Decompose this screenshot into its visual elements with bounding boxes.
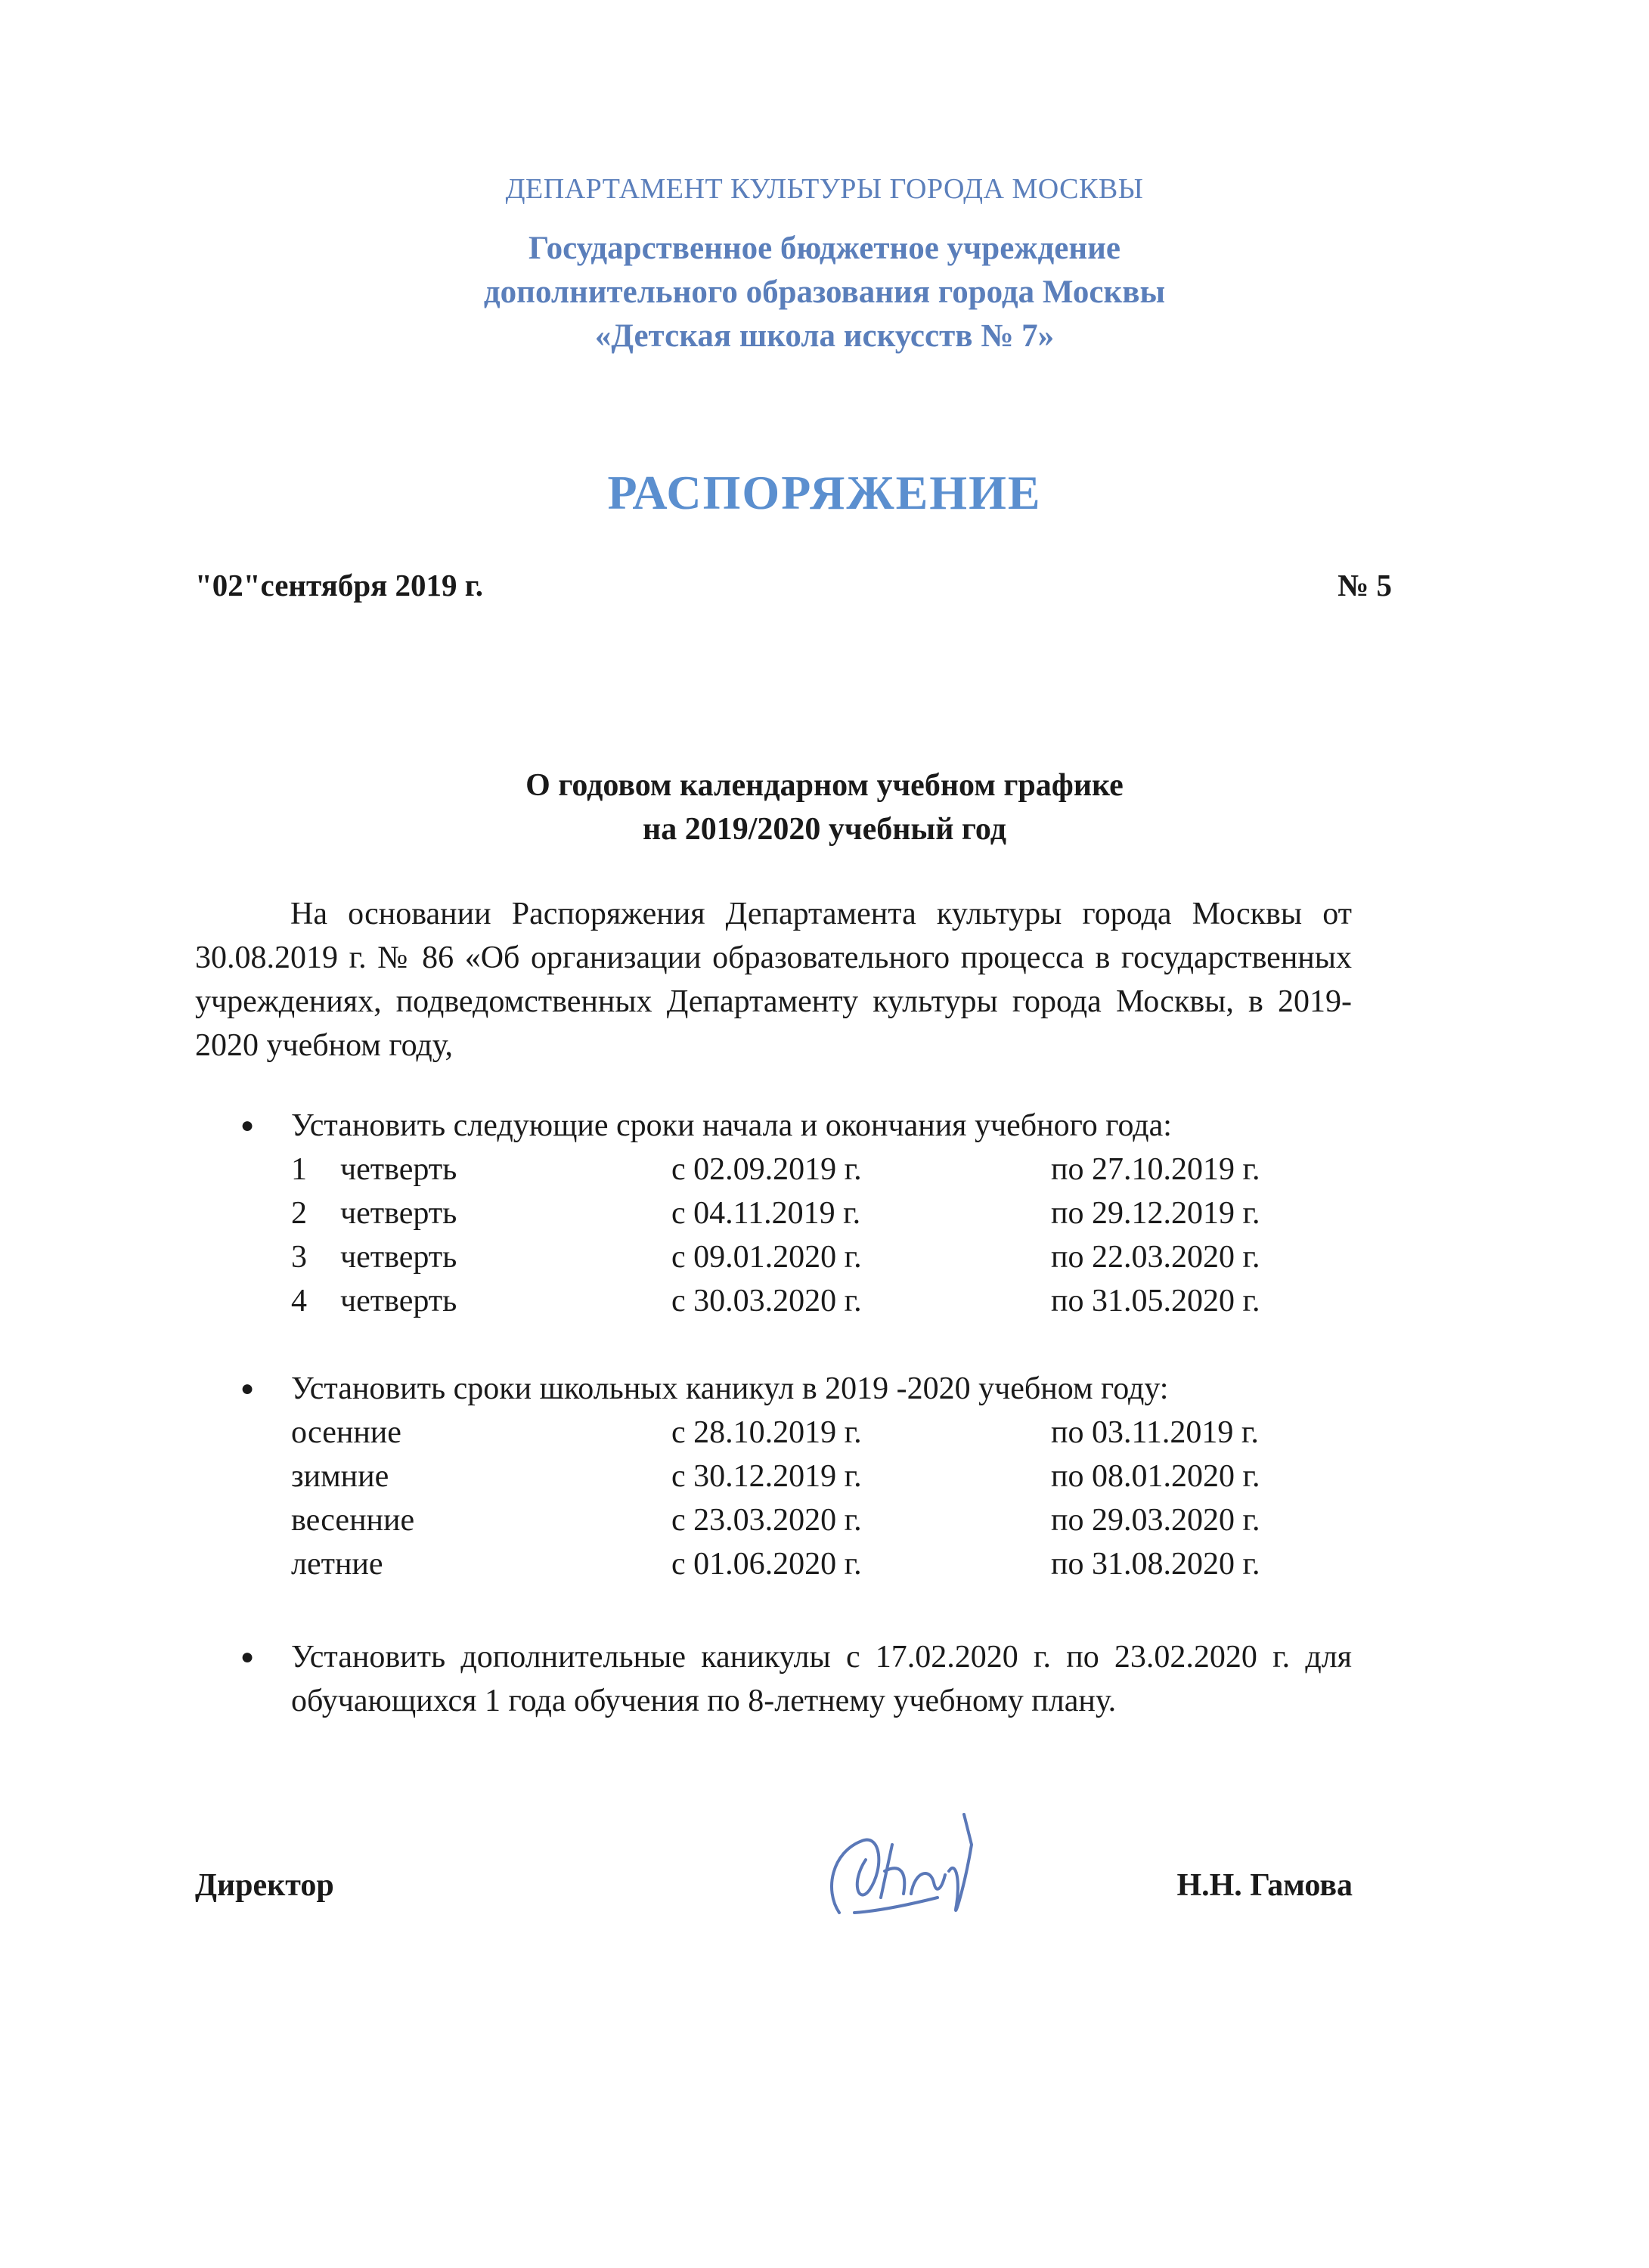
extra-holidays-paragraph: Установить дополнительные каникулы с 17.02.2020 г. по 23.02.2020 г. для обучающихся 1 года обучения по 8-летнему учебному плану. xyxy=(291,1640,1352,1718)
holiday-row xyxy=(0,1542,1649,1586)
holiday-end: по 03.11.2019 г. xyxy=(1051,1415,1259,1450)
institution-line: Государственное бюджетное учреждение xyxy=(528,231,1121,266)
quarter-label: четверть xyxy=(340,1240,457,1275)
signer-name: Н.Н. Гамова xyxy=(1176,1868,1353,1903)
quarter-end: по 29.12.2019 г. xyxy=(1051,1196,1260,1231)
institution-line: дополнительного образования города Москвы xyxy=(483,274,1166,310)
document-subject xyxy=(0,764,1649,851)
holiday-label: осенние xyxy=(291,1415,401,1450)
holiday-label: летние xyxy=(291,1547,383,1582)
institution-name xyxy=(0,227,1649,358)
quarter-start: с 02.09.2019 г. xyxy=(671,1152,862,1187)
bullet-dot-icon: ● xyxy=(240,1376,255,1401)
quarter-row xyxy=(0,1279,1649,1323)
holiday-start: с 01.06.2020 г. xyxy=(671,1547,862,1582)
department-name: ДЕПАРТАМЕНТ КУЛЬТУРЫ ГОРОДА МОСКВЫ xyxy=(505,173,1144,205)
quarter-end: по 27.10.2019 г. xyxy=(1051,1152,1260,1187)
handwritten-signature-icon xyxy=(809,1799,1006,1950)
holiday-start: с 28.10.2019 г. xyxy=(671,1415,862,1450)
quarter-number: 4 xyxy=(291,1284,307,1318)
quarter-row xyxy=(0,1191,1649,1235)
bullet-dot-icon: ● xyxy=(240,1644,255,1669)
subject-line: на 2019/2020 учебный год xyxy=(643,812,1006,847)
quarter-row xyxy=(0,1235,1649,1279)
subject-line: О годовом календарном учебном графике xyxy=(525,768,1124,803)
quarter-row xyxy=(0,1148,1649,1191)
quarter-end: по 31.05.2020 г. xyxy=(1051,1284,1260,1318)
holiday-end: по 08.01.2020 г. xyxy=(1051,1459,1260,1494)
quarter-label: четверть xyxy=(340,1152,457,1187)
holiday-label: весенние xyxy=(291,1503,415,1538)
holiday-row xyxy=(0,1498,1649,1542)
bullet-dot-icon: ● xyxy=(240,1113,255,1138)
quarter-start: с 04.11.2019 г. xyxy=(671,1196,861,1231)
holiday-start: с 30.12.2019 г. xyxy=(671,1459,862,1494)
signer-position: Директор xyxy=(195,1868,334,1903)
holiday-end: по 29.03.2020 г. xyxy=(1051,1503,1260,1538)
holiday-label: зимние xyxy=(291,1459,389,1494)
holiday-row xyxy=(0,1411,1649,1455)
holiday-start: с 23.03.2020 г. xyxy=(671,1503,862,1538)
institution-line: «Детская школа искусств № 7» xyxy=(594,318,1055,354)
quarter-end: по 22.03.2020 г. xyxy=(1051,1240,1260,1275)
basis-paragraph: На основании Распоряжения Департамента культуры города Москвы от 30.08.2019 г. № 86 «Об организации образовательного процесса в государственных учреждениях, подведомственных Департаменту культуры города Москвы, в 2019-2020 учебном году, xyxy=(195,897,1352,1063)
quarter-number: 1 xyxy=(291,1152,307,1187)
document-date: "02"сентября 2019 г. xyxy=(195,568,484,603)
holiday-row xyxy=(0,1455,1649,1498)
quarter-label: четверть xyxy=(340,1284,457,1318)
quarter-label: четверть xyxy=(340,1196,457,1231)
document-title: РАСПОРЯЖЕНИЕ xyxy=(607,466,1042,519)
holidays-heading: Установить сроки школьных каникул в 2019 -2020 учебном году: xyxy=(291,1371,1169,1406)
document-number: № 5 xyxy=(1337,568,1392,603)
quarter-number: 2 xyxy=(291,1196,307,1231)
holiday-end: по 31.08.2020 г. xyxy=(1051,1547,1260,1582)
quarter-start: с 09.01.2020 г. xyxy=(671,1240,862,1275)
quarters-heading: Установить следующие сроки начала и окончания учебного года: xyxy=(291,1108,1172,1143)
quarter-number: 3 xyxy=(291,1240,307,1275)
quarter-start: с 30.03.2020 г. xyxy=(671,1284,862,1318)
